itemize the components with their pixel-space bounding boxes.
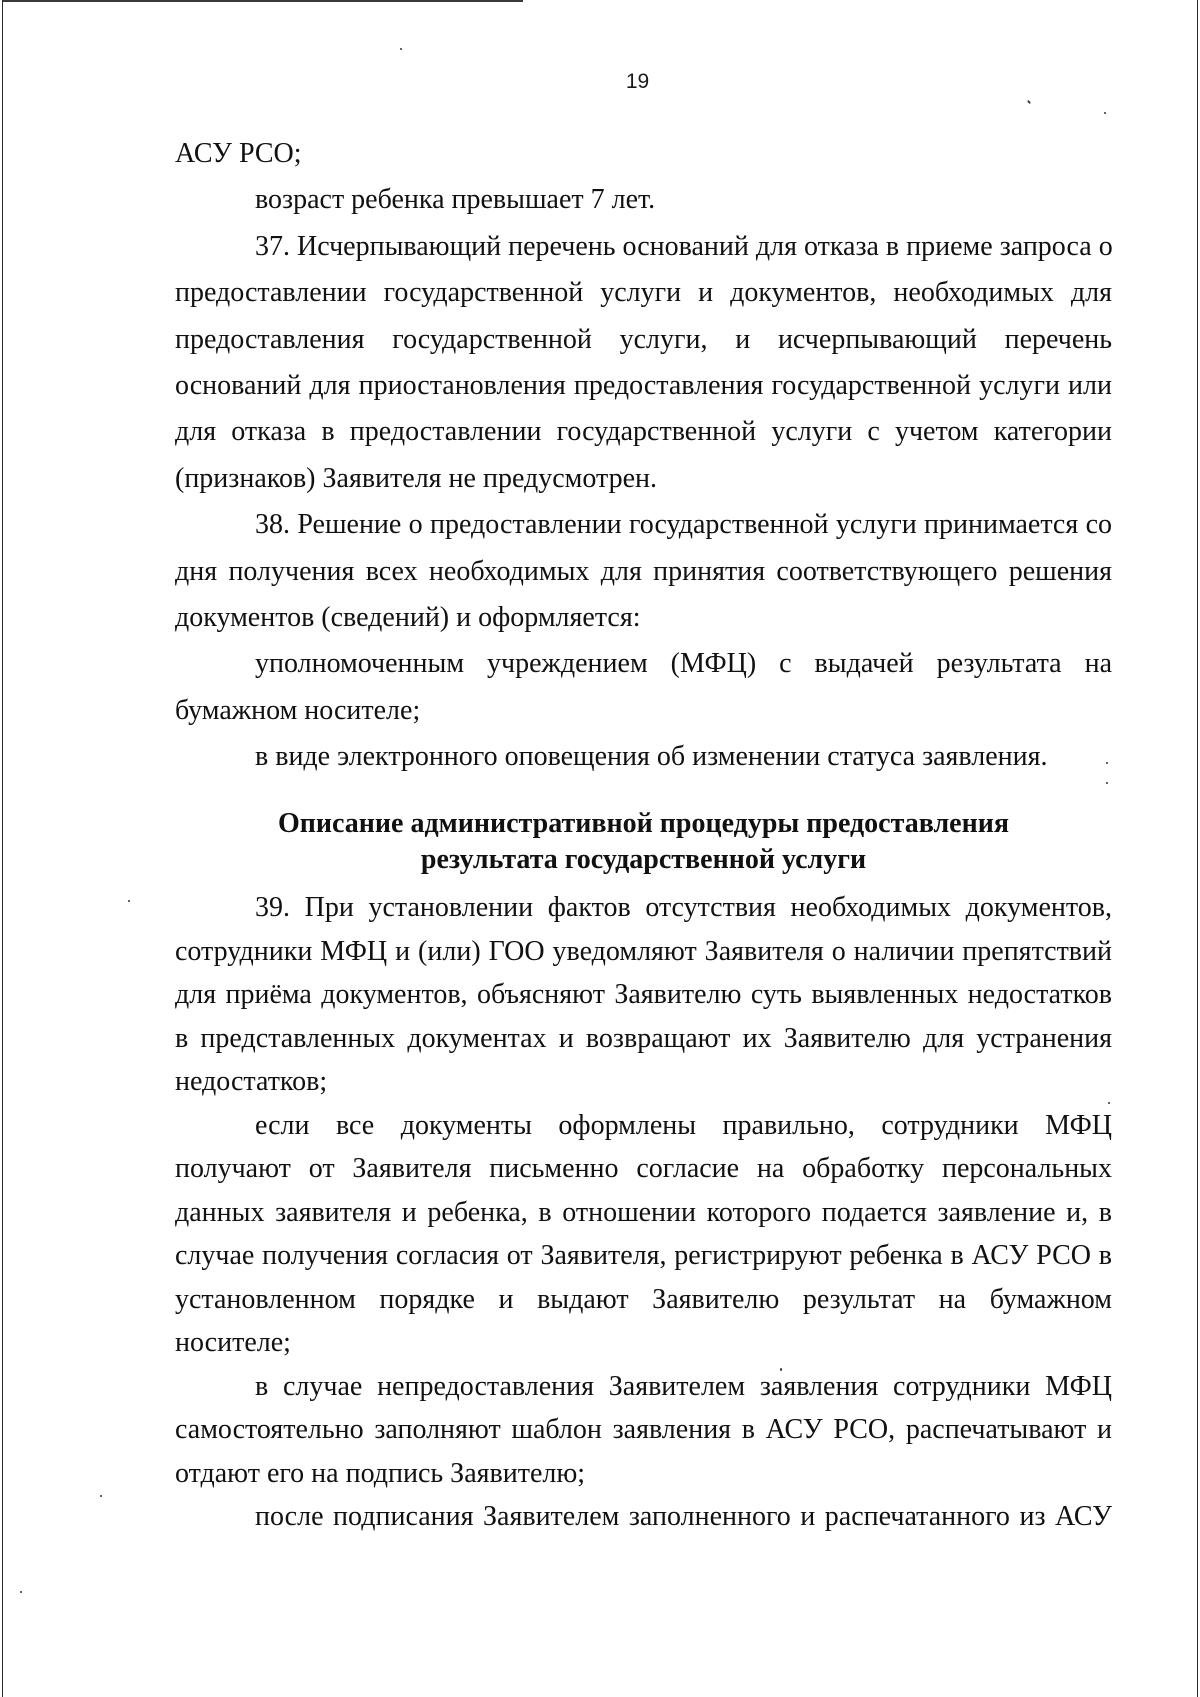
- text-line: сотрудники МФЦ и (или) ГОО уведомляют Заявителя о наличии препятствий: [175, 935, 1112, 967]
- text-line: отдают его на подпись Заявителю;: [175, 1457, 586, 1489]
- text-line: предоставлении государственной услуги и документов, необходимых для: [175, 277, 1112, 309]
- section-heading-line-1: Описание административной процедуры предоставления: [277, 808, 1010, 840]
- text-line: 38. Решение о предоставлении государственной услуги принимается со: [255, 509, 1112, 541]
- text-line: если все документы оформлены правильно, сотрудники МФЦ: [255, 1109, 1112, 1141]
- scan-speck: [1104, 112, 1106, 114]
- section-heading: [175, 806, 1112, 878]
- section-heading-line-2: результата государственной услуги: [420, 844, 867, 876]
- text-line: в представленных документах и возвращают их Заявителю для устранения: [175, 1022, 1112, 1054]
- text-line: получают от Заявителя письменно согласие на обработку персональных: [175, 1153, 1112, 1185]
- text-line: уполномоченным учреждением (МФЦ) с выдачей результата на: [255, 648, 1112, 680]
- text-line: бумажном носителе;: [175, 694, 421, 726]
- scan-edge-right: [1197, 0, 1198, 1697]
- text-line: оснований для приостановления предоставления государственной услуги или: [175, 369, 1112, 401]
- text-line: недостатков;: [175, 1066, 328, 1098]
- text-line: АСУ РСО;: [175, 138, 302, 169]
- scan-speck: [20, 1591, 22, 1593]
- page-number: 19: [625, 70, 650, 93]
- document-body: [175, 131, 1112, 1539]
- text-line: самостоятельно заполняют шаблон заявления в АСУ РСО, распечатывают и: [175, 1414, 1112, 1446]
- scan-speck: [400, 48, 402, 50]
- text-line: для приёма документов, объясняют Заявителю суть выявленных недостатков: [175, 979, 1112, 1011]
- text-line: возраст ребенка превышает 7 лет.: [255, 184, 656, 216]
- text-line: для отказа в предоставлении государственной услуги с учетом категории: [175, 416, 1112, 448]
- text-line: 39. При установлении фактов отсутствия необходимых документов,: [255, 892, 1112, 924]
- text-line: предоставления государственной услуги, и исчерпывающий перечень: [175, 323, 1112, 355]
- paragraphs-37-38: [175, 131, 1112, 780]
- text-line: дня получения всех необходимых для принятия соответствующего решения: [175, 555, 1112, 587]
- text-line: (признаков) Заявителя не предусмотрен.: [175, 462, 658, 494]
- text-line: носителе;: [175, 1327, 291, 1359]
- text-line: в случае непредоставления Заявителем заявления сотрудники МФЦ: [255, 1370, 1112, 1402]
- text-line: случае получения согласия от Заявителя, регистрируют ребенка в АСУ РСО в: [175, 1240, 1112, 1272]
- text-line: данных заявителя и ребенка, в отношении которого подается заявление и, в: [175, 1196, 1112, 1228]
- text-line: в виде электронного оповещения об изменении статуса заявления.: [255, 741, 1048, 773]
- text-line: после подписания Заявителем заполненного и распечатанного из АСУ: [255, 1501, 1112, 1533]
- text-line: документов (сведений) и оформляется:: [175, 601, 641, 633]
- text-line: 37. Исчерпывающий перечень оснований для отказа в приеме запроса о: [255, 230, 1113, 262]
- scan-speck: [1027, 100, 1031, 104]
- text-line: установленном порядке и выдают Заявителю результат на бумажном: [175, 1283, 1112, 1315]
- scan-edge-left: [2, 0, 3, 1697]
- scan-speck: [100, 1495, 102, 1497]
- scan-speck: [128, 900, 130, 902]
- paragraph-39: [175, 886, 1112, 1539]
- scan-edge-top: [3, 0, 523, 2]
